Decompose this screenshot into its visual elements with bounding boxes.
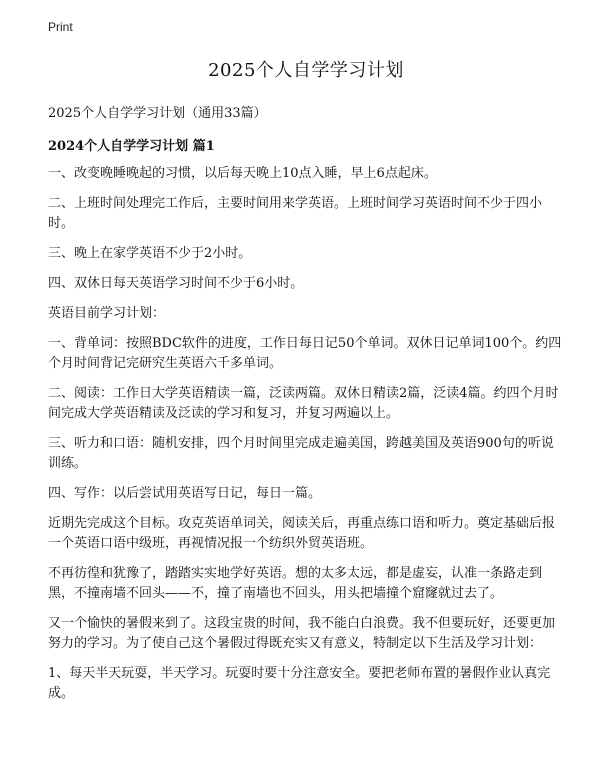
paragraph: 1、每天半天玩耍，半天学习。玩耍时要十分注意安全。要把老师布置的暑假作业认真完成。: [48, 666, 551, 701]
print-link[interactable]: Print: [48, 20, 73, 34]
paragraph: 二、阅读：工作日大学英语精读一篇，泛读两篇。双休日精读2篇，泛读4篇。约四个月时间完成大学英语精读及泛读的学习和复习，并复习两遍以上。: [48, 386, 559, 421]
section-heading: 2024个人自学学习计划 篇1: [48, 139, 215, 154]
paragraph: 一、背单词：按照BDC软件的进度，工作日每日记50个单词。双休日记单词100个。约四个月时间背记完研究生英语六千多单词。: [48, 336, 562, 371]
paragraph: 又一个愉快的暑假来到了。这段宝贵的时间，我不能白白浪费。我不但要玩好，还要更加努力的学习。为了使自己这个暑假过得既充实又有意义，特制定以下生活及学习计划：: [48, 616, 556, 651]
paragraph: 一、改变晚睡晚起的习惯，以后每天晚上10点入睡，早上6点起床。: [48, 166, 437, 181]
paragraph: 不再彷徨和犹豫了，踏踏实实地学好英语。想的太多太远，都是虚妄，认准一条路走到黑，不撞南墙不回头——不，撞了南墙也不回头，用头把墙撞个窟窿就过去了。: [48, 566, 543, 601]
document-subtitle: 2025个人自学学习计划（通用33篇）: [48, 106, 267, 121]
paragraph: 三、晚上在家学英语不少于2小时。: [48, 246, 252, 261]
paragraph: 近期先完成这个目标。攻克英语单词关，阅读关后，再重点练口语和听力。奠定基础后报一个英语口语中级班，再视情况报一个纺织外贸英语班。: [48, 516, 556, 551]
document-body: [48, 50, 564, 714]
paragraph: 四、写作：以后尝试用英语写日记，每日一篇。: [48, 486, 322, 501]
paragraph: 四、双休日每天英语学习时间不少于6小时。: [48, 276, 304, 291]
paragraph: 二、上班时间处理完工作后，主要时间用来学英语。上班时间学习英语时间不少于四小时。: [48, 196, 543, 231]
page-title: 2025个人自学学习计划: [208, 60, 404, 81]
paragraph: 三、听力和口语：随机安排，四个月时间里完成走遍美国，跨越美国及英语900句的听说训练。: [48, 436, 554, 471]
paragraph: 英语目前学习计划：: [48, 306, 166, 321]
